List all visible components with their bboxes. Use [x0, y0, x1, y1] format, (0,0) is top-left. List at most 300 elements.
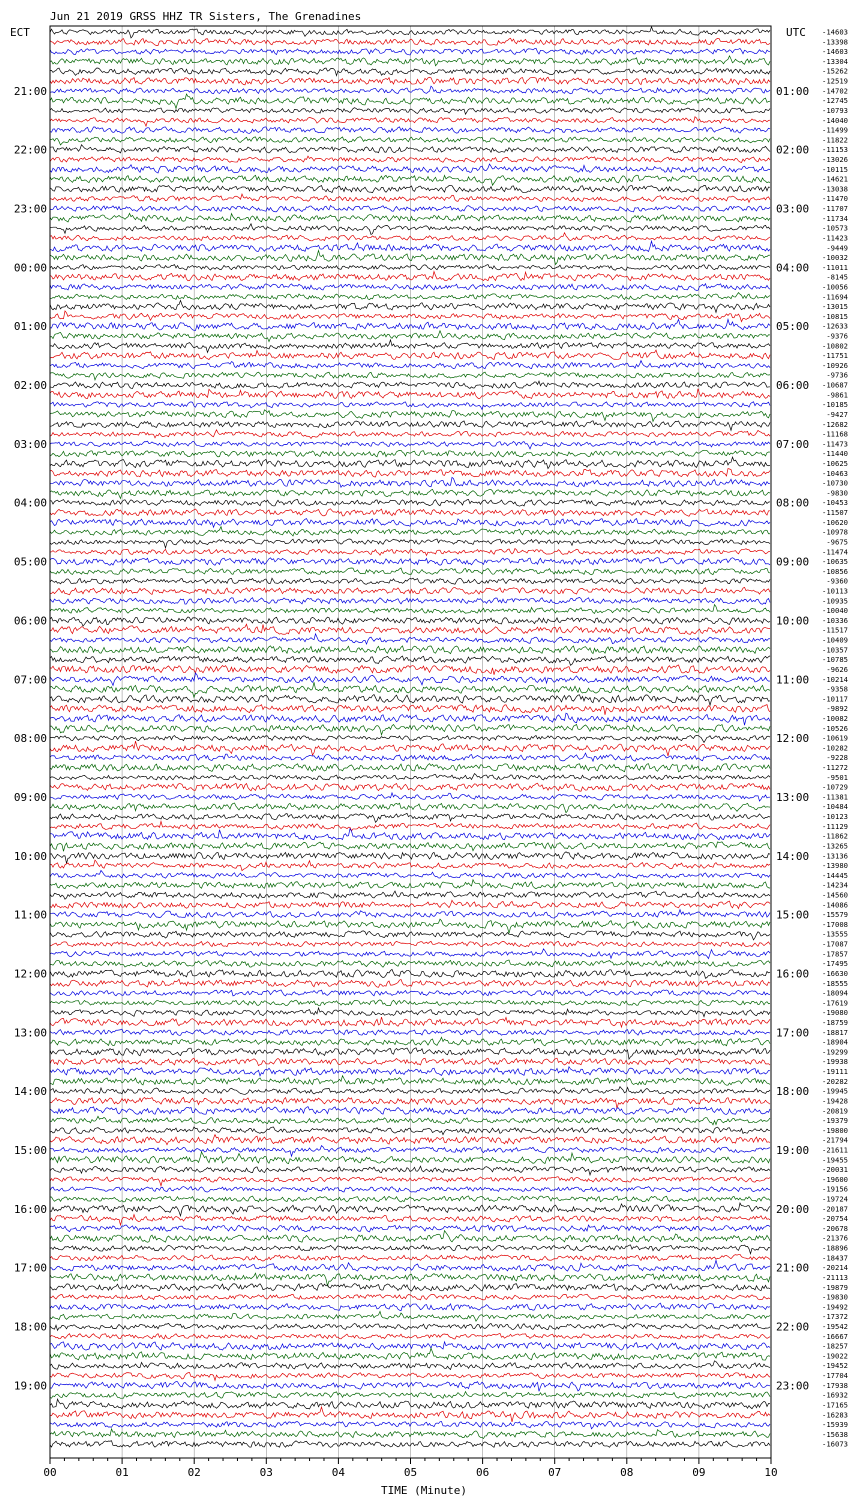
seismic-trace [50, 233, 770, 241]
x-tick-label: 10 [764, 1466, 778, 1479]
trace-offset-label: -10082 [822, 713, 848, 723]
seismic-trace [50, 705, 770, 715]
seismic-trace [50, 1186, 770, 1192]
seismic-trace [50, 891, 770, 899]
seismic-trace [50, 293, 770, 300]
seismic-trace [50, 457, 770, 468]
x-tick-label: 06 [475, 1466, 490, 1479]
trace-offset-label: -10620 [822, 517, 848, 527]
seismic-trace [50, 1196, 770, 1202]
seismic-trace [50, 68, 770, 76]
trace-offset-label: -20678 [822, 1223, 848, 1233]
trace-offset-label: -17165 [822, 1400, 848, 1410]
trace-offset-label: -11862 [822, 831, 848, 841]
seismic-trace [50, 94, 770, 108]
x-axis-ticks [43, 1458, 777, 1479]
seismic-trace [50, 1294, 770, 1300]
trace-offset-label: -9675 [826, 537, 848, 547]
trace-offset-label: -11507 [822, 508, 848, 518]
seismic-trace [50, 361, 770, 369]
seismic-trace [50, 509, 770, 516]
seismic-trace [50, 1373, 770, 1381]
trace-offset-label: -18904 [822, 1037, 848, 1047]
seismic-trace [50, 1348, 770, 1360]
seismic-trace [50, 1245, 770, 1254]
trace-offset-label: -20187 [822, 1204, 848, 1214]
right-hour-label: 04:00 [776, 261, 810, 275]
trace-offset-label: -15638 [822, 1429, 848, 1439]
seismic-trace [50, 127, 770, 133]
trace-offset-label: -17372 [822, 1312, 848, 1322]
trace-offset-label: -19800 [822, 1125, 848, 1135]
left-hour-label: 13:00 [13, 1026, 47, 1040]
seismic-trace [50, 38, 770, 45]
trace-offset-label: -16667 [822, 1331, 848, 1341]
trace-offset-label: -11168 [822, 429, 848, 439]
seismic-trace [50, 793, 770, 801]
seismic-trace [50, 77, 770, 85]
seismic-trace [50, 597, 770, 604]
trace-offset-label: -15579 [822, 910, 848, 920]
trace-offset-label: -17008 [822, 919, 848, 929]
trace-offset-label: -10336 [822, 615, 848, 625]
right-hour-label: 07:00 [776, 437, 810, 451]
seismic-trace [50, 381, 770, 388]
seismic-trace [50, 527, 770, 536]
trace-offset-label: -13555 [822, 929, 848, 939]
seismic-trace [50, 430, 770, 439]
trace-offset-label: -8145 [826, 272, 848, 282]
right-hour-label: 11:00 [776, 673, 810, 687]
seismic-trace [50, 1392, 770, 1399]
right-hour-label: 22:00 [776, 1320, 810, 1334]
seismic-trace [50, 1273, 770, 1286]
left-hour-label: 18:00 [13, 1320, 47, 1334]
trace-offset-label: -10357 [822, 645, 848, 655]
left-hour-label: 08:00 [13, 732, 47, 746]
trace-offset-label: -9626 [826, 664, 848, 674]
seismic-trace [50, 1203, 770, 1216]
seismic-trace [50, 682, 770, 697]
trace-offset-label: -14445 [822, 870, 848, 880]
trace-offset-label: -11381 [822, 792, 848, 802]
trace-offset-label: -13980 [822, 861, 848, 871]
trace-offset-label: -17619 [822, 998, 848, 1008]
seismic-trace [50, 860, 770, 871]
seismic-trace [50, 27, 770, 38]
seismic-trace [50, 624, 770, 634]
trace-offset-label: -18896 [822, 1243, 848, 1253]
seismic-trace [50, 1017, 770, 1027]
trace-offset-label: -16630 [822, 968, 848, 978]
seismic-trace [50, 117, 770, 126]
trace-offset-label: -12682 [822, 419, 848, 429]
trace-offset-label: -9427 [826, 409, 848, 419]
seismic-trace [50, 549, 770, 556]
seismic-trace [50, 1029, 770, 1035]
seismic-trace [50, 1231, 770, 1243]
right-hour-label: 02:00 [776, 143, 810, 157]
trace-offset-label: -18257 [822, 1341, 848, 1351]
trace-offset-label: -10123 [822, 812, 848, 822]
seismic-trace [50, 617, 770, 626]
right-hour-label: 01:00 [776, 84, 810, 98]
trace-offset-label: -12633 [822, 321, 848, 331]
seismic-trace [50, 489, 770, 498]
left-hour-label: 21:00 [13, 84, 47, 98]
trace-offset-label: -10619 [822, 733, 848, 743]
seismic-trace [50, 205, 770, 211]
trace-offset-label: -14603 [822, 47, 848, 57]
trace-offset-label: -9358 [826, 684, 848, 694]
seismic-trace [50, 803, 770, 813]
seismic-trace [50, 410, 770, 422]
right-hour-label: 23:00 [776, 1379, 810, 1393]
seismic-trace [50, 979, 770, 987]
left-hour-label: 11:00 [13, 908, 47, 922]
seismic-trace [50, 1361, 770, 1370]
seismic-trace [50, 813, 770, 822]
seismic-trace [50, 499, 770, 506]
left-hour-label: 22:00 [13, 143, 47, 157]
trace-offset-label: -10815 [822, 311, 848, 321]
seismic-trace [50, 1008, 770, 1017]
trace-offset-label: -10117 [822, 694, 848, 704]
trace-offset-label: -12745 [822, 96, 848, 106]
trace-offset-label: -14603 [822, 27, 848, 37]
trace-offset-label: -14040 [822, 115, 848, 125]
trace-offset-label: -10032 [822, 253, 848, 263]
trace-offset-label: -19455 [822, 1155, 848, 1165]
seismic-trace [50, 421, 770, 431]
trace-offset-label: -10463 [822, 468, 848, 478]
right-hour-label: 15:00 [776, 908, 810, 922]
seismic-traces [50, 27, 770, 1448]
trace-offset-label: -18437 [822, 1253, 848, 1263]
trace-offset-label: -11694 [822, 292, 848, 302]
seismic-trace [50, 1116, 770, 1125]
left-hour-label: 23:00 [13, 202, 47, 216]
trace-offset-label: -10729 [822, 782, 848, 792]
seismic-trace [50, 284, 770, 291]
trace-offset-label: -13136 [822, 851, 848, 861]
trace-offset-label: -20214 [822, 1263, 848, 1273]
seismic-trace [50, 402, 770, 410]
right-hour-label: 20:00 [776, 1202, 810, 1216]
seismic-trace [50, 1000, 770, 1006]
seismic-trace [50, 558, 770, 566]
seismic-trace [50, 1215, 770, 1225]
seismic-trace [50, 949, 770, 959]
trace-offset-label: -10935 [822, 596, 848, 606]
trace-offset-label: -9449 [826, 243, 848, 253]
seismic-trace [50, 450, 770, 457]
seismic-trace [50, 389, 770, 399]
seismic-trace [50, 145, 770, 153]
trace-offset-label: -14086 [822, 900, 848, 910]
right-hour-label: 18:00 [776, 1085, 810, 1099]
seismic-trace [50, 941, 770, 947]
left-hour-label: 06:00 [13, 614, 47, 628]
trace-offset-label: -11822 [822, 135, 848, 145]
trace-offset-label: -10730 [822, 478, 848, 488]
seismic-trace [50, 1097, 770, 1108]
trace-offset-label: -13026 [822, 154, 848, 164]
right-hour-label: 16:00 [776, 967, 810, 981]
seismic-trace [50, 735, 770, 742]
seismic-trace [50, 900, 770, 908]
seismic-trace [50, 842, 770, 851]
right-hour-label: 14:00 [776, 849, 810, 863]
trace-offset-label: -19945 [822, 1086, 848, 1096]
seismic-trace [50, 1441, 770, 1448]
left-hour-label: 09:00 [13, 790, 47, 804]
seismic-trace [50, 774, 770, 781]
seismic-trace [50, 1260, 770, 1271]
trace-offset-label: -17704 [822, 1371, 848, 1381]
seismic-trace [50, 695, 770, 706]
trace-offset-label: -10625 [822, 459, 848, 469]
seismic-trace [50, 250, 770, 264]
trace-offset-label: -16283 [822, 1410, 848, 1420]
seismic-trace [50, 1382, 770, 1392]
seismic-trace [50, 741, 770, 756]
seismic-trace [50, 477, 770, 487]
seismic-trace [50, 1303, 770, 1311]
x-tick-label: 08 [620, 1466, 634, 1479]
trace-offset-label: -11423 [822, 233, 848, 243]
seismic-trace [50, 960, 770, 967]
seismic-trace [50, 1067, 770, 1076]
seismic-trace [50, 331, 770, 342]
trace-offset-label: -20282 [822, 1076, 848, 1086]
seismic-trace [50, 870, 770, 878]
right-hour-label: 17:00 [776, 1026, 810, 1040]
trace-offset-label: -17938 [822, 1380, 848, 1390]
trace-offset-label: -11153 [822, 145, 848, 155]
seismic-trace [50, 48, 770, 55]
trace-offset-label: -11499 [822, 125, 848, 135]
trace-offset-label: -20819 [822, 1106, 848, 1116]
trace-offset-label: -19542 [822, 1322, 848, 1332]
right-hour-label: 13:00 [776, 790, 810, 804]
trace-offset-label: -9830 [826, 488, 848, 498]
seismic-trace [50, 156, 770, 162]
trace-offset-label: -15939 [822, 1420, 848, 1430]
trace-offset-label: -10793 [822, 105, 848, 115]
seismic-trace [50, 1152, 770, 1164]
seismic-trace [50, 194, 770, 202]
x-axis-label: TIME (Minute) [380, 1484, 468, 1497]
seismic-trace [50, 224, 770, 235]
trace-offset-label: -10978 [822, 527, 848, 537]
trace-offset-label: -9376 [826, 331, 848, 341]
seismic-trace [50, 568, 770, 575]
seismic-trace [50, 646, 770, 654]
trace-offset-label: -17087 [822, 939, 848, 949]
trace-offset-label: -11473 [822, 439, 848, 449]
left-hour-label: 14:00 [13, 1085, 47, 1099]
trace-offset-label: -10926 [822, 360, 848, 370]
trace-offset-label: -13398 [822, 37, 848, 47]
x-tick-label: 04 [331, 1466, 346, 1479]
trace-offset-label: -17857 [822, 949, 848, 959]
seismic-trace [50, 578, 770, 584]
trace-offset-label: -19452 [822, 1361, 848, 1371]
right-hour-label: 09:00 [776, 555, 810, 569]
seismic-trace [50, 164, 770, 173]
seismic-trace [50, 340, 770, 353]
right-hour-label: 06:00 [776, 379, 810, 393]
seismic-trace [50, 753, 770, 761]
trace-offset-label: -13038 [822, 184, 848, 194]
seismic-trace [50, 821, 770, 830]
seismic-trace [50, 1177, 770, 1186]
seismic-trace [50, 213, 770, 222]
seismic-trace [50, 350, 770, 360]
seismic-trace [50, 919, 770, 933]
seismic-trace [50, 1135, 770, 1145]
trace-offset-label: -11129 [822, 821, 848, 831]
trace-offset-label: -9501 [826, 772, 848, 782]
seismic-trace [50, 539, 770, 548]
seismic-trace [50, 931, 770, 940]
x-tick-label: 03 [259, 1466, 273, 1479]
trace-offset-label: -10113 [822, 586, 848, 596]
seismic-trace [50, 265, 770, 271]
seismic-trace [50, 1399, 770, 1409]
left-hour-label: 03:00 [13, 437, 47, 451]
trace-offset-label: -11272 [822, 763, 848, 773]
seismic-trace [50, 605, 770, 614]
trace-offset-label: -20754 [822, 1214, 848, 1224]
seismic-trace [50, 108, 770, 115]
trace-offset-label: -18759 [822, 1017, 848, 1027]
seismic-trace [50, 137, 770, 145]
seismic-trace [50, 1333, 770, 1339]
trace-offset-label: -10785 [822, 655, 848, 665]
seismic-trace [50, 1107, 770, 1115]
left-hour-label: 16:00 [13, 1202, 47, 1216]
seismic-trace [50, 1146, 770, 1157]
seismic-trace [50, 1311, 770, 1321]
trace-offset-label: -10040 [822, 606, 848, 616]
trace-offset-label: -11440 [822, 449, 848, 459]
seismic-trace [50, 673, 770, 685]
left-hour-label: 01:00 [13, 320, 47, 334]
trace-offset-label: -18094 [822, 988, 848, 998]
seismic-trace [50, 1225, 770, 1232]
trace-offset-label: -19022 [822, 1351, 848, 1361]
seismic-trace [50, 1048, 770, 1059]
trace-offset-label: -10409 [822, 635, 848, 645]
x-tick-label: 01 [115, 1466, 129, 1479]
seismic-trace [50, 656, 770, 665]
trace-offset-label: -9892 [826, 704, 848, 714]
trace-offset-label: -13304 [822, 56, 848, 66]
trace-offset-label: -19830 [822, 1292, 848, 1302]
seismic-trace [50, 665, 770, 675]
trace-offset-label: -11470 [822, 194, 848, 204]
left-hour-label: 10:00 [13, 849, 47, 863]
seismic-trace [50, 990, 770, 996]
trace-offset-label: -19492 [822, 1302, 848, 1312]
seismic-trace [50, 1058, 770, 1065]
seismic-trace [50, 1087, 770, 1095]
seismic-trace [50, 441, 770, 449]
seismic-trace [50, 587, 770, 594]
trace-offset-label: -18817 [822, 1027, 848, 1037]
seismic-trace [50, 1037, 770, 1046]
trace-offset-label: -10115 [822, 164, 848, 174]
seismic-trace [50, 241, 770, 251]
trace-offset-label: -10056 [822, 282, 848, 292]
trace-offset-label: -14234 [822, 880, 848, 890]
seismic-trace [50, 175, 770, 185]
left-hour-labels [14, 85, 47, 1393]
left-hour-label: 15:00 [13, 1143, 47, 1157]
trace-offset-label: -10282 [822, 743, 848, 753]
seismic-trace [50, 829, 770, 840]
seismic-trace [50, 1127, 770, 1135]
left-hour-label: 19:00 [13, 1379, 47, 1393]
trace-offset-label: -14621 [822, 174, 848, 184]
trace-offset-label: -20031 [822, 1165, 848, 1175]
trace-offset-label: -11734 [822, 213, 848, 223]
x-tick-label: 07 [548, 1466, 562, 1479]
seismic-trace [50, 1342, 770, 1350]
trace-offset-label: -11707 [822, 204, 848, 214]
seismic-trace [50, 86, 770, 94]
seismic-trace [50, 783, 770, 791]
seismic-trace [50, 1076, 770, 1086]
minute-gridlines [122, 26, 699, 1458]
trace-offset-label: -17495 [822, 959, 848, 969]
trace-offset-label: -18555 [822, 978, 848, 988]
seismic-trace [50, 1407, 770, 1422]
chart-title: Jun 21 2019 GRSS HHZ TR Sisters, The Grenadines [50, 10, 362, 23]
seismic-trace [50, 724, 770, 734]
seismic-trace [50, 372, 770, 380]
trace-offset-labels [822, 28, 848, 1449]
trace-offset-label: -10526 [822, 723, 848, 733]
trace-offset-label: -10453 [822, 498, 848, 508]
trace-offset-label: -19600 [822, 1174, 848, 1184]
trace-offset-label: -10185 [822, 400, 848, 410]
seismic-trace [50, 1254, 770, 1261]
trace-offset-label: -19879 [822, 1282, 848, 1292]
seismic-trace [50, 300, 770, 312]
trace-offset-label: -9736 [826, 370, 848, 380]
right-hour-label: 10:00 [776, 614, 810, 628]
trace-offset-label: -21376 [822, 1233, 848, 1243]
trace-offset-label: -12519 [822, 76, 848, 86]
trace-offset-label: -10214 [822, 674, 848, 684]
trace-offset-label: -19379 [822, 1116, 848, 1126]
left-hour-label: 04:00 [13, 496, 47, 510]
left-hour-label: 02:00 [13, 379, 47, 393]
trace-offset-label: -21794 [822, 1135, 848, 1145]
trace-offset-label: -14702 [822, 86, 848, 96]
trace-offset-label: -14560 [822, 890, 848, 900]
seismic-trace [50, 764, 770, 772]
seismic-trace [50, 852, 770, 864]
x-tick-label: 00 [43, 1466, 57, 1479]
trace-offset-label: -9228 [826, 753, 848, 763]
trace-offset-label: -10484 [822, 802, 848, 812]
right-hour-label: 05:00 [776, 320, 810, 334]
trace-offset-label: -16073 [822, 1439, 848, 1449]
